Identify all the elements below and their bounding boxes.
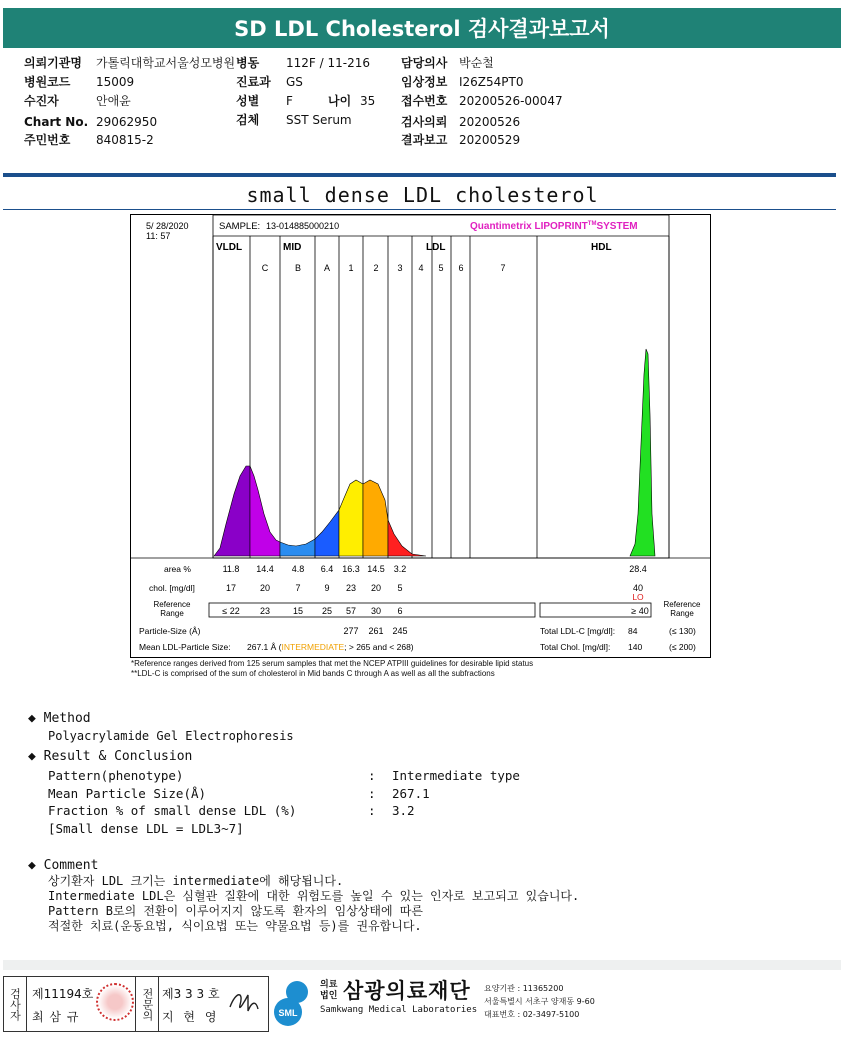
lipoprint-chart bbox=[130, 214, 711, 658]
age-label: 나이 bbox=[328, 94, 352, 108]
band-1-label: 1 bbox=[348, 263, 354, 273]
footer-divider bbox=[3, 960, 841, 970]
mean-size-flag: INTERMEDIATE bbox=[281, 642, 345, 652]
sample-label: SAMPLE: bbox=[219, 221, 261, 232]
chol-value-0: 17 bbox=[225, 583, 237, 593]
tester-seal-icon bbox=[96, 983, 134, 1021]
psize-value-1: 261 bbox=[368, 626, 384, 636]
signature-box bbox=[3, 976, 269, 1032]
ref-right-label-1: Reference bbox=[663, 600, 701, 609]
comment-line-4: 적절한 치료(운동요법, 식이요법 또는 약물요법 등)를 권유합니다. bbox=[48, 919, 422, 933]
area-value-4: 16.3 bbox=[342, 564, 360, 574]
group-vldl: VLDL bbox=[216, 242, 243, 253]
clinical-info-label: 임상정보 bbox=[401, 75, 448, 89]
band-7-label: 7 bbox=[500, 263, 506, 273]
band-6-label: 6 bbox=[458, 263, 464, 273]
psize-value-0: 277 bbox=[343, 626, 359, 636]
chol-value-1: 20 bbox=[259, 583, 271, 593]
result-row-fraction bbox=[48, 803, 415, 818]
doctor-value: 박순철 bbox=[459, 56, 494, 70]
total-ldl-ref: (≤ 130) bbox=[669, 626, 696, 636]
hdl-ref-value: ≥ 40 bbox=[631, 606, 649, 616]
section-divider bbox=[3, 209, 836, 210]
total-ldl-value: 84 bbox=[628, 626, 638, 636]
pattern-colon: : bbox=[368, 768, 376, 783]
area-value-2: 4.8 bbox=[291, 564, 305, 574]
sample-value: 13-014885000210 bbox=[266, 221, 340, 231]
brand-name: Quantimetrix LIPOPRINT bbox=[470, 221, 588, 232]
patient-value: 안애윤 bbox=[96, 94, 131, 108]
chol-value-6: 5 bbox=[397, 583, 403, 593]
area-value-3: 6.4 bbox=[320, 564, 334, 574]
dept-value: GS bbox=[286, 75, 303, 89]
header-divider bbox=[3, 173, 836, 177]
doctor-label: 담당의사 bbox=[401, 56, 448, 70]
chart-no-value: 29062950 bbox=[96, 115, 158, 129]
result-row-mean bbox=[48, 786, 430, 801]
report-date-label: 결과보고 bbox=[401, 133, 448, 147]
comment-line-2: Intermediate LDL은 심혈관 질환에 대한 위험도를 높일 수 있는 인자로 보고되고 있습니다. bbox=[48, 889, 580, 903]
brand-text bbox=[470, 221, 638, 232]
total-ldl-label: Total LDL-C [mg/dl]: bbox=[540, 626, 616, 636]
mean-size-text bbox=[247, 642, 414, 652]
psize-value-2: 245 bbox=[392, 626, 408, 636]
result-section bbox=[28, 749, 728, 838]
band-4-label: 4 bbox=[418, 263, 424, 273]
specimen-label: 검체 bbox=[236, 113, 260, 127]
footnote-2: **LDL-C is comprised of the sum of cholesterol in Mid bands C through A as well as all the subfractions bbox=[131, 669, 495, 678]
lipoprint-chart-svg bbox=[130, 214, 711, 658]
hospital-label: 의뢰기관명 bbox=[24, 56, 82, 70]
clinical-info-value: I26Z54PT0 bbox=[459, 75, 524, 89]
method-text: Polyacrylamide Gel Electrophoresis bbox=[48, 729, 294, 743]
fraction-colon: : bbox=[368, 803, 376, 818]
specialist-name: 지 현 영 bbox=[162, 1010, 220, 1024]
hospital-code-label: 병원코드 bbox=[24, 75, 71, 89]
area-value-0: 11.8 bbox=[222, 564, 240, 574]
chart-frame bbox=[131, 215, 711, 658]
total-chol-label: Total Chol. [mg/dl]: bbox=[540, 642, 611, 652]
chol-value-3: 9 bbox=[324, 583, 330, 593]
ref-value-4: 57 bbox=[345, 606, 357, 616]
dept-label: 진료과 bbox=[236, 75, 271, 89]
fraction-label: Fraction % of small dense LDL (%) bbox=[48, 803, 297, 818]
patient-label: 수진자 bbox=[24, 94, 59, 108]
hdl-lo-flag: LO bbox=[632, 592, 644, 602]
result-table bbox=[48, 768, 728, 838]
org-english: Samkwang Medical Laboratories bbox=[320, 1005, 478, 1015]
ref-right-label-2: Range bbox=[670, 609, 694, 618]
area-value-6: 3.2 bbox=[393, 564, 407, 574]
hdl-area-value: 28.4 bbox=[629, 564, 647, 574]
ref-row-label-1: Reference bbox=[153, 600, 191, 609]
total-chol-ref: (≤ 200) bbox=[669, 642, 696, 652]
chart-footnotes bbox=[131, 659, 533, 679]
org-name: 삼광의료재단 bbox=[343, 979, 471, 1003]
result-row-pattern bbox=[48, 768, 520, 783]
receipt-no-value: 20200526-00047 bbox=[459, 94, 563, 108]
fraction-value: 3.2 bbox=[392, 803, 415, 818]
comment-section bbox=[28, 858, 828, 934]
hospital-value: 가톨릭대학교서울성모병원 bbox=[96, 56, 236, 70]
id-number-label: 주민번호 bbox=[24, 133, 71, 147]
receipt-no-label: 접수번호 bbox=[401, 94, 448, 108]
org-prefix: 의료법인 bbox=[320, 980, 338, 1001]
specialist-id: 제3 3 3 호 bbox=[162, 987, 220, 1001]
chol-value-4: 23 bbox=[345, 583, 357, 593]
chol-row-label: chol. [mg/dl] bbox=[149, 583, 195, 593]
mean-size-label: Mean LDL-Particle Size: bbox=[139, 642, 231, 652]
total-chol-value: 140 bbox=[628, 642, 643, 652]
chol-value-5: 20 bbox=[370, 583, 382, 593]
sex-label: 성별 bbox=[236, 94, 260, 108]
sml-logo-text: SML bbox=[278, 1008, 298, 1018]
comment-title: Comment bbox=[43, 858, 99, 873]
specialist-label: 전문의 bbox=[135, 977, 159, 1031]
id-number-value: 840815-2 bbox=[96, 133, 154, 147]
tester-id: 제11194호 bbox=[32, 987, 94, 1001]
report-date-value: 20200529 bbox=[459, 133, 521, 147]
sml-logo-icon bbox=[270, 978, 316, 1028]
sex-value: F bbox=[286, 94, 293, 108]
group-mid: MID bbox=[283, 242, 302, 253]
area-value-1: 14.4 bbox=[256, 564, 274, 574]
chol-value-2: 7 bbox=[295, 583, 301, 593]
band-5-label: 5 bbox=[438, 263, 444, 273]
mean-label: Mean Particle Size(Å) bbox=[48, 786, 207, 801]
method-bullet-icon: ◆ bbox=[28, 711, 36, 726]
age-value: 35 bbox=[360, 94, 376, 108]
comment-body bbox=[48, 874, 828, 934]
org-phone: 대표번호 : 02-3497-5100 bbox=[484, 1010, 580, 1019]
band-c-label: C bbox=[261, 263, 269, 273]
ward-value: 112F / 11-216 bbox=[286, 56, 370, 70]
result-note: [Small dense LDL = LDL3~7] bbox=[48, 821, 244, 836]
chart-no-label: Chart No. bbox=[24, 115, 89, 129]
result-bullet-icon: ◆ bbox=[28, 749, 36, 764]
report-title-bar bbox=[3, 8, 841, 48]
mean-size-tail: ; > 265 and < 268) bbox=[344, 642, 414, 652]
area-row-label: area % bbox=[164, 564, 191, 574]
band-2-label: 2 bbox=[373, 263, 379, 273]
ref-value-5: 30 bbox=[370, 606, 382, 616]
mean-value: 267.1 bbox=[392, 786, 430, 801]
group-ldl: LDL bbox=[426, 242, 446, 253]
org-code: 요양기관 : 11365200 bbox=[484, 984, 564, 993]
comment-line-3: Pattern B로의 전환이 이루어지지 않도록 환자의 임상상태에 따른 bbox=[48, 904, 423, 918]
chart-time: 11: 57 bbox=[146, 231, 171, 241]
org-address: 서울특별시 서초구 양재동 9-60 bbox=[484, 997, 595, 1006]
request-date-label: 검사의뢰 bbox=[401, 115, 448, 129]
particle-size-label: Particle-Size (Å) bbox=[139, 626, 201, 636]
pattern-label: Pattern(phenotype) bbox=[48, 768, 184, 783]
comment-line-1: 상기환자 LDL 크기는 intermediate에 해당됩니다. bbox=[48, 874, 344, 888]
org-contact bbox=[484, 982, 595, 1021]
patient-info-header bbox=[24, 55, 844, 150]
pattern-value: Intermediate type bbox=[392, 768, 520, 783]
band-3-label: 3 bbox=[397, 263, 403, 273]
band-a-label: A bbox=[323, 263, 331, 273]
group-hdl: HDL bbox=[591, 242, 612, 253]
method-section bbox=[28, 711, 294, 743]
report-title: SD LDL Cholesterol 검사결과보고서 bbox=[234, 17, 610, 41]
specimen-value: SST Serum bbox=[286, 113, 352, 127]
chart-date: 5/ 28/2020 bbox=[146, 221, 189, 231]
hospital-code-value: 15009 bbox=[96, 75, 135, 89]
request-date-value: 20200526 bbox=[459, 115, 521, 129]
ref-value-6: 6 bbox=[397, 606, 403, 616]
mean-size-value: 267.1 Å ( bbox=[247, 642, 282, 652]
band-b-label: B bbox=[294, 263, 302, 273]
tester-name: 최 삼 규 bbox=[32, 1010, 80, 1024]
result-title: Result & Conclusion bbox=[43, 749, 193, 764]
hdl-chol-value: 40 bbox=[632, 583, 644, 593]
section-title: small dense LDL cholesterol bbox=[246, 183, 599, 207]
mean-colon: : bbox=[368, 786, 376, 801]
ref-value-1: 23 bbox=[259, 606, 271, 616]
ref-value-3: 25 bbox=[321, 606, 333, 616]
brand-tm: TM bbox=[587, 221, 597, 227]
footnote-1: *Reference ranges derived from 125 serum samples that met the NCEP ATPIII guidelines for desirable lipid status bbox=[131, 659, 534, 668]
tester-label: 검사자 bbox=[4, 977, 27, 1031]
comment-bullet-icon: ◆ bbox=[28, 858, 36, 873]
specialist-signature-icon bbox=[226, 987, 262, 1017]
brand-tail: SYSTEM bbox=[596, 221, 638, 232]
ref-row-label-2: Range bbox=[160, 609, 184, 618]
ref-value-2: 15 bbox=[292, 606, 304, 616]
ref-value-0: ≤ 22 bbox=[222, 606, 240, 616]
method-title: Method bbox=[43, 711, 91, 726]
ward-label: 병동 bbox=[236, 56, 260, 70]
area-value-5: 14.5 bbox=[367, 564, 385, 574]
particle-size-values bbox=[343, 626, 407, 636]
